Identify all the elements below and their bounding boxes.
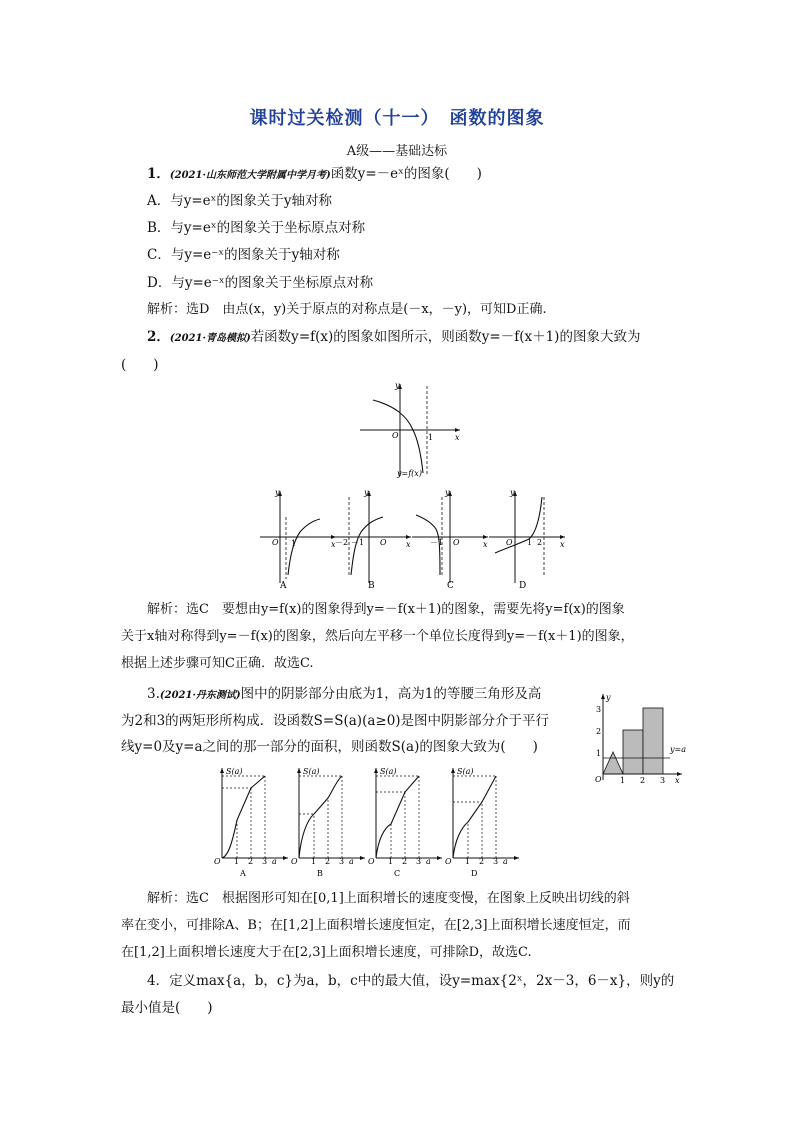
- question-text: 若函数y=f(x)的图象如图所示，则函数y=－f(x＋1)的图象大致为: [250, 329, 641, 345]
- svg-text:x: x: [483, 540, 488, 549]
- option-label: C: [447, 581, 454, 591]
- question-text: 函数y=－eˣ的图象( ): [330, 166, 482, 182]
- svg-text:x: x: [331, 540, 336, 549]
- svg-text:O: O: [291, 857, 298, 866]
- question-number: 3.: [147, 686, 160, 702]
- solution-3-line-1: 解析：选C 根据图形可知在[0,1]上面积增长的速度变慢，在图象上反映出切线的斜: [147, 891, 630, 906]
- svg-text:1: 1: [234, 857, 240, 866]
- option-a: A．与y=eˣ的图象关于y轴对称: [147, 193, 333, 209]
- option-graph-a: [210, 764, 290, 879]
- option-graph-b: [287, 764, 367, 879]
- rectangle-height-3: [643, 708, 663, 774]
- svg-text:2: 2: [537, 538, 543, 547]
- svg-text:a: a: [272, 857, 277, 866]
- svg-text:3: 3: [416, 857, 422, 866]
- option-label: C: [394, 869, 401, 878]
- svg-text:2: 2: [640, 776, 646, 785]
- question-source: (2021·山东师范大学附属中学月考): [169, 170, 331, 181]
- option-graph-a: [258, 487, 338, 592]
- svg-text:O: O: [506, 538, 513, 547]
- svg-text:2: 2: [479, 857, 485, 866]
- svg-text:y: y: [445, 488, 450, 497]
- x-arrow-icon: [455, 428, 460, 432]
- option-d: D．与y=e⁻ˣ的图象关于坐标原点对称: [147, 275, 374, 291]
- triangle: [603, 752, 623, 774]
- question-2-choice-paren: ( ): [121, 357, 159, 373]
- solution-1: 解析：选D 由点(x，y)关于原点的对称点是(－x，－y)，可知D正确.: [147, 302, 547, 317]
- svg-text:2: 2: [596, 727, 602, 736]
- option-graph-d: [441, 764, 521, 879]
- svg-text:1: 1: [311, 857, 317, 866]
- question-3-line-3: 线y=0及y=a之间的那一部分的面积，则函数S(a)的图象大致为( ): [121, 739, 538, 755]
- svg-text:x: x: [406, 540, 411, 549]
- option-label: A: [280, 581, 287, 591]
- option-label: D: [471, 869, 478, 878]
- solution-2-line-2: 关于x轴对称得到y=－f(x)的图象，然后向左平移一个单位长度得到y=－f(x＋1)的图象，: [121, 629, 634, 644]
- option-graph-c: [364, 764, 444, 879]
- option-graph-b: [333, 487, 413, 592]
- svg-text:3: 3: [596, 705, 602, 714]
- option-graph-d: [487, 487, 567, 592]
- svg-text:2: 2: [248, 857, 254, 866]
- option-label: D: [519, 581, 527, 591]
- svg-text:O: O: [368, 857, 375, 866]
- svg-text:x: x: [560, 540, 565, 549]
- svg-text:O: O: [595, 775, 602, 784]
- svg-text:a: a: [503, 857, 508, 866]
- svg-text:x: x: [675, 776, 680, 785]
- x-axis-label: x: [455, 433, 460, 442]
- level-heading: A级——基础达标: [346, 144, 448, 159]
- option-label: A: [240, 869, 246, 878]
- svg-text:S(a): S(a): [226, 767, 243, 776]
- svg-text:－1: －1: [430, 538, 444, 547]
- solution-3-line-3: 在[1,2]上面积增长速度大于在[2,3]上面积增长速度，可排除D，故选C.: [121, 945, 532, 960]
- svg-text:3: 3: [660, 776, 666, 785]
- svg-text:3: 3: [493, 857, 499, 866]
- question-3-line-2: 为2和3的两矩形所构成．设函数S=S(a)(a≥0)是图中阴影部分介于平行: [121, 713, 550, 729]
- svg-text:3: 3: [262, 857, 268, 866]
- figure-shaded-region: [590, 690, 690, 790]
- svg-text:S(a): S(a): [457, 767, 474, 776]
- figure-caption: y=f(x): [397, 469, 422, 478]
- svg-text:O: O: [380, 538, 387, 547]
- svg-text:－1: －1: [351, 538, 365, 547]
- origin-label: O: [392, 431, 399, 440]
- solution-2-line-3: 根据上述步骤可知C正确．故选C.: [121, 656, 314, 671]
- svg-text:1: 1: [291, 539, 297, 548]
- svg-text:S(a): S(a): [303, 767, 320, 776]
- svg-text:3: 3: [339, 857, 345, 866]
- question-1-stem: [147, 164, 482, 186]
- option-label: B: [317, 869, 323, 878]
- page-title: 课时过关检测（十一） 函数的图象: [249, 108, 545, 129]
- question-number: 1．: [147, 166, 170, 182]
- option-b: B．与y=eˣ的图象关于坐标原点对称: [147, 220, 366, 236]
- question-source: (2021·青岛模拟): [169, 333, 251, 344]
- svg-text:1: 1: [527, 538, 533, 547]
- question-2-stem: [147, 327, 640, 349]
- svg-text:－2: －2: [335, 538, 349, 547]
- svg-text:y: y: [275, 488, 280, 497]
- question-4-line-2: 最小值是( ): [121, 1000, 213, 1016]
- tick-label-1: 1: [428, 433, 434, 442]
- solution-2-line-1: 解析：选C 要想由y=f(x)的图象得到y=－f(x＋1)的图象，需要先将y=f(x)的图象: [147, 602, 625, 617]
- option-label: B: [368, 581, 375, 591]
- svg-text:a: a: [426, 857, 431, 866]
- solution-3-line-2: 率在变小，可排除A、B；在[1,2]上面积增长速度恒定，在[2,3]上面积增长速度恒定，而: [121, 918, 631, 933]
- y-axis-label: y: [395, 381, 400, 390]
- svg-text:1: 1: [388, 857, 394, 866]
- svg-text:y: y: [364, 488, 369, 497]
- svg-text:S(a): S(a): [380, 767, 397, 776]
- svg-text:O: O: [214, 857, 221, 866]
- question-3-stem: [147, 684, 541, 706]
- option-c: C．与y=e⁻ˣ的图象关于y轴对称: [147, 247, 340, 263]
- svg-text:1: 1: [465, 857, 471, 866]
- svg-text:a: a: [349, 857, 354, 866]
- svg-text:y=a: y=a: [670, 745, 686, 754]
- svg-text:1: 1: [620, 776, 626, 785]
- svg-text:O: O: [272, 538, 279, 547]
- svg-text:O: O: [445, 857, 452, 866]
- rectangle-height-2: [623, 730, 643, 774]
- svg-text:O: O: [453, 538, 460, 547]
- svg-text:1: 1: [596, 749, 602, 758]
- svg-text:2: 2: [402, 857, 408, 866]
- question-number: 2．: [147, 329, 170, 345]
- question-source: (2021·丹东测试): [159, 690, 241, 701]
- svg-text:y: y: [510, 488, 515, 497]
- question-text: 图中的阴影部分由底为1，高为1的等腰三角形及高: [240, 686, 542, 702]
- question-4-line-1: 4．定义max{a，b，c}为a，b，c中的最大值，设y=max{2ˣ，2x－3，6－x}，则y的: [147, 973, 675, 989]
- svg-text:y: y: [606, 693, 611, 702]
- figure-f-of-x: [355, 378, 465, 483]
- option-graph-c: [410, 487, 490, 592]
- svg-text:2: 2: [325, 857, 331, 866]
